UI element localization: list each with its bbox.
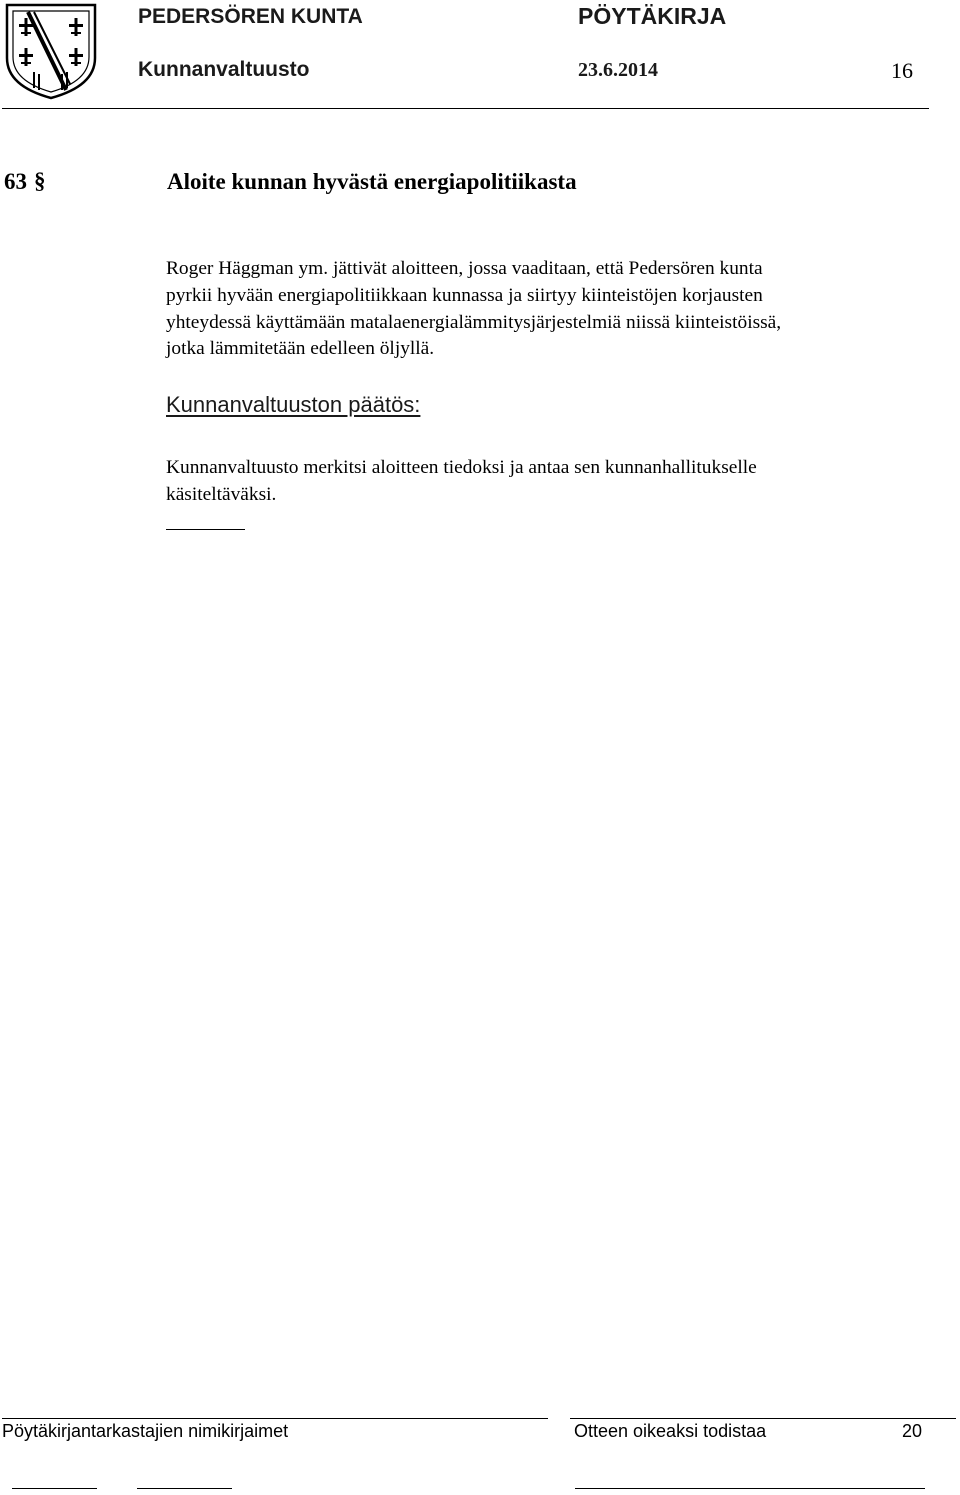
footer-divider-right <box>570 1418 956 1419</box>
footer-certification-label: Otteen oikeaksi todistaa <box>574 1421 767 1441</box>
signature-line <box>12 1488 97 1489</box>
signature-line <box>137 1488 232 1489</box>
signature-line <box>575 1488 925 1489</box>
paragraph-line: pyrkii hyvään energiapolitiikkaan kunnassa ja siirtyy kiinteistöjen korjausten <box>166 285 763 306</box>
header-divider <box>2 108 929 109</box>
footer-divider-left <box>2 1418 548 1419</box>
footer-initials-label: Pöytäkirjantarkastajien nimikirjaimet <box>2 1421 289 1441</box>
coat-of-arms-icon <box>4 2 98 100</box>
document-type: PÖYTÄKIRJA <box>578 3 727 29</box>
meeting-date: 23.6.2014 <box>578 59 658 81</box>
decision-heading: Kunnanvaltuuston päätös: <box>166 392 421 417</box>
page-number: 16 <box>891 58 913 83</box>
decision-line: käsiteltäväksi. <box>166 484 277 505</box>
section-sign: § <box>34 168 46 193</box>
organization-name: PEDERSÖREN KUNTA <box>138 5 363 28</box>
governing-body-name: Kunnanvaltuusto <box>138 58 310 81</box>
paragraph-line: yhteydessä käyttämään matalaenergialämmitysjärjestelmiä niissä kiinteistöissä, <box>166 312 782 333</box>
section-number: 63 <box>4 169 27 194</box>
section-title: Aloite kunnan hyvästä energiapolitiikasta <box>167 169 577 194</box>
section-end-rule <box>166 529 245 530</box>
paragraph-line: jotka lämmitetään edelleen öljyllä. <box>166 338 435 359</box>
footer-number: 20 <box>902 1421 923 1441</box>
decision-line: Kunnanvaltuusto merkitsi aloitteen tiedoksi ja antaa sen kunnanhallitukselle <box>166 457 757 478</box>
paragraph-line: Roger Häggman ym. jättivät aloitteen, jossa vaaditaan, että Pedersören kunta <box>166 258 763 279</box>
